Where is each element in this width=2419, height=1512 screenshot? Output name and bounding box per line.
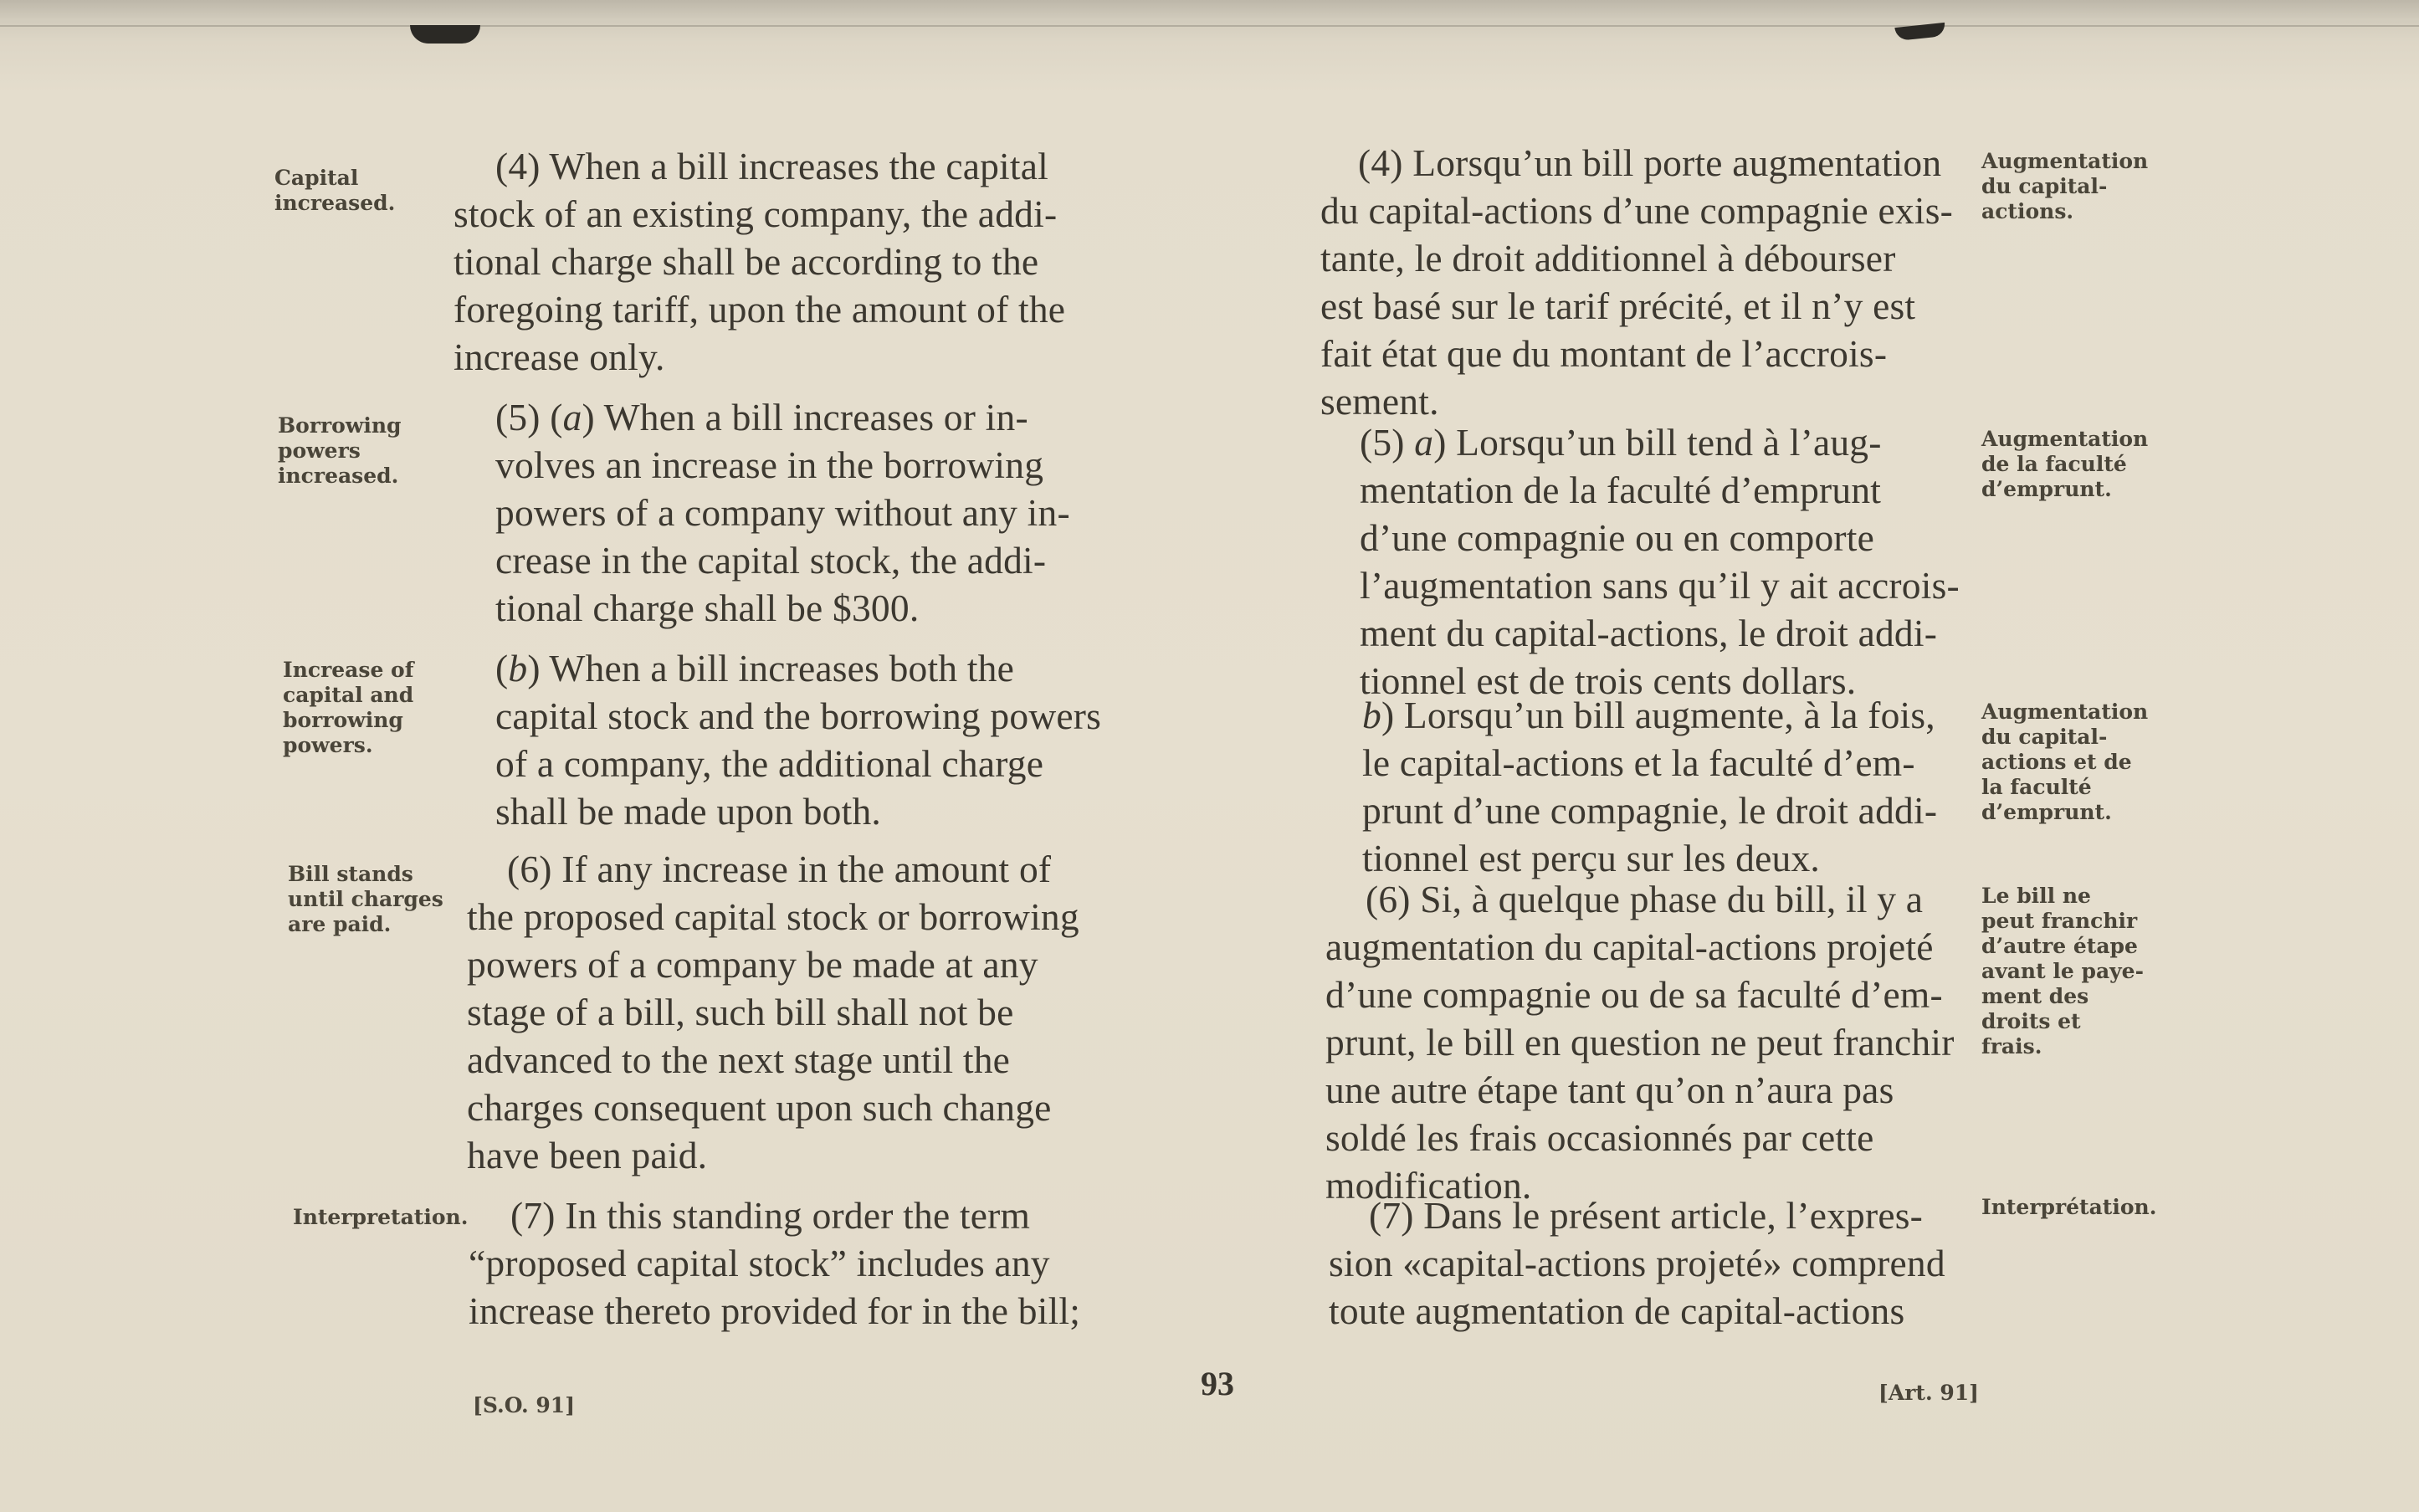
text-line: (5) (a) When a bill increases or in- xyxy=(495,396,1028,438)
text-line: (5) a) Lorsqu’un bill tend à l’aug- xyxy=(1360,421,1882,464)
sidenote-line: la faculté xyxy=(1981,775,2092,799)
page-number: 93 xyxy=(1201,1365,1234,1402)
paragraph-5b xyxy=(495,644,1110,835)
sidenote-line: du capital- xyxy=(1981,725,2108,749)
text-line: augmentation du capital-actions projeté xyxy=(1325,925,1934,968)
text-line: ment du capital-actions, le droit addi- xyxy=(1360,612,1938,654)
paragraph-4-fr xyxy=(1320,139,1973,425)
text-line: charges consequent upon such change xyxy=(467,1086,1052,1129)
sidenote-fr xyxy=(1981,149,2148,224)
text-line: “proposed capital stock” includes any xyxy=(469,1242,1050,1284)
text-line: volves an increase in the borrowing xyxy=(495,443,1044,486)
binding-clip xyxy=(410,25,480,44)
sidenote-line: Augmentation xyxy=(1981,700,2149,724)
sidenote-line: d’emprunt. xyxy=(1981,800,2112,824)
paragraph-4 xyxy=(454,142,1106,381)
sidenote-line: powers. xyxy=(283,733,373,757)
text-line: stock of an existing company, the addi- xyxy=(454,192,1058,235)
sidenote-line: Augmentation xyxy=(1981,149,2149,173)
sidenote-fr xyxy=(1981,1195,2156,1220)
text-line: b) Lorsqu’un bill augmente, à la fois, xyxy=(1362,694,1935,736)
sidenote-line: Bill stands xyxy=(288,862,413,886)
text-line: tante, le droit additionnel à débourser xyxy=(1320,237,1896,279)
sidenote-line: increased. xyxy=(278,464,399,488)
clause-letter: b xyxy=(1362,694,1381,736)
text-line: prunt d’une compagnie, le droit addi- xyxy=(1362,789,1938,832)
sidenote xyxy=(283,658,413,758)
text-line: the proposed capital stock or borrowing xyxy=(467,895,1079,938)
paragraph-5a-fr xyxy=(1360,418,1975,705)
sidenote-line: until charges xyxy=(288,887,443,911)
sidenote-line: increased. xyxy=(274,191,396,215)
text-line: l’augmentation sans qu’il y ait accrois- xyxy=(1360,564,1960,607)
text-line: (b) When a bill increases both the xyxy=(495,647,1015,689)
paragraph-6-fr xyxy=(1325,875,1975,1209)
sidenote-line: Capital xyxy=(274,166,359,190)
book-top-edge xyxy=(0,0,2419,27)
sidenote-line: actions et de xyxy=(1981,750,2132,774)
text-line: foregoing tariff, upon the amount of the xyxy=(454,288,1066,331)
sidenote-line: droits et xyxy=(1981,1009,2081,1033)
sidenote-line: Interprétation. xyxy=(1981,1195,2157,1219)
text-line: capital stock and the borrowing powers xyxy=(495,694,1102,737)
sidenote-line: capital and xyxy=(283,683,414,707)
text-line: (6) Si, à quelque phase du bill, il y a xyxy=(1366,878,1924,920)
text-line: (4) When a bill increases the capital xyxy=(495,145,1048,187)
sidenote xyxy=(288,862,443,937)
text-line: advanced to the next stage until the xyxy=(467,1038,1011,1081)
text-line: (4) Lorsqu’un bill porte augmentation xyxy=(1358,141,1942,184)
sidenote-line: d’emprunt. xyxy=(1981,477,2112,501)
text-line: modification. xyxy=(1325,1164,1532,1207)
text-line: d’une compagnie ou de sa faculté d’em- xyxy=(1325,973,1943,1016)
sidenote-line: frais. xyxy=(1981,1034,2042,1058)
sidenote-line: du capital- xyxy=(1981,174,2108,198)
sidenote-line: Le bill ne xyxy=(1981,884,2091,908)
sidenote-fr xyxy=(1981,427,2148,502)
text-line: le capital-actions et la faculté d’em- xyxy=(1362,741,1915,784)
sidenote xyxy=(278,413,402,489)
text-line: une autre étape tant qu’on n’aura pas xyxy=(1325,1069,1894,1111)
text-line: (6) If any increase in the amount of xyxy=(507,848,1052,890)
sidenote-line: actions. xyxy=(1981,199,2074,223)
sidenote-line: Augmentation xyxy=(1981,427,2149,451)
text-line: sion «capital-actions projeté» comprend xyxy=(1329,1242,1945,1284)
sidenote-fr xyxy=(1981,884,2144,1059)
sidenote xyxy=(274,166,395,216)
text-line: tionnel est perçu sur les deux. xyxy=(1362,837,1821,879)
sidenote-line: Borrowing xyxy=(278,413,402,438)
text-line: powers of a company be made at any xyxy=(467,943,1038,986)
text-line: crease in the capital stock, the addi- xyxy=(495,539,1047,582)
text-line: mentation de la faculté d’emprunt xyxy=(1360,469,1882,511)
footer-reference: [S.O. 91] xyxy=(473,1393,576,1417)
text-line: increase thereto provided for in the bill; xyxy=(469,1289,1081,1332)
text-line: increase only. xyxy=(454,336,665,378)
text-line: stage of a bill, such bill shall not be xyxy=(467,991,1014,1033)
paragraph-5b-fr xyxy=(1362,691,1975,882)
paragraph-5a xyxy=(495,393,1106,632)
clause-letter: b xyxy=(508,647,528,689)
text-line: (7) In this standing order the term xyxy=(510,1194,1031,1237)
text-line: du capital-actions d’une compagnie exis- xyxy=(1320,189,1953,232)
footer-reference-fr: [Art. 91] xyxy=(1878,1381,1979,1405)
text-line: of a company, the additional charge xyxy=(495,742,1044,785)
sidenote-line: ment des xyxy=(1981,984,2089,1008)
text-line: tional charge shall be according to the xyxy=(454,240,1039,283)
sidenote xyxy=(293,1205,468,1230)
sidenote-line: Interpretation. xyxy=(293,1205,469,1229)
paragraph-7 xyxy=(469,1192,1116,1335)
text-line: tionnel est de trois cents dollars. xyxy=(1360,659,1857,702)
sidenote-line: peut franchir xyxy=(1981,909,2138,933)
sidenote-line: are paid. xyxy=(288,912,392,936)
text-line: soldé les frais occasionnés par cette xyxy=(1325,1116,1874,1159)
sidenote-line: borrowing xyxy=(283,708,403,732)
paragraph-7-fr xyxy=(1329,1192,1975,1335)
text-line: tional charge shall be $300. xyxy=(495,587,920,629)
text-line: have been paid. xyxy=(467,1134,708,1176)
sidenote-line: avant le paye- xyxy=(1981,959,2144,983)
clause-letter: a xyxy=(1414,421,1434,464)
sidenote-line: Increase of xyxy=(283,658,414,682)
text-line: prunt, le bill en question ne peut franchir xyxy=(1325,1021,1955,1064)
clause-letter: a xyxy=(562,396,582,438)
text-line: est basé sur le tarif précité, et il n’y est xyxy=(1320,284,1916,327)
sidenote-line: d’autre étape xyxy=(1981,934,2138,958)
sidenote-line: powers xyxy=(278,438,361,463)
text-line: powers of a company without any in- xyxy=(495,491,1070,534)
text-line: fait état que du montant de l’accrois- xyxy=(1320,332,1888,375)
sidenote-fr xyxy=(1981,700,2148,825)
paragraph-6 xyxy=(467,845,1115,1179)
text-line: (7) Dans le présent article, l’expres- xyxy=(1369,1194,1923,1237)
text-line: shall be made upon both. xyxy=(495,790,881,833)
text-line: sement. xyxy=(1320,380,1439,423)
sidenote-line: de la faculté xyxy=(1981,452,2127,476)
text-line: d’une compagnie ou en comporte xyxy=(1360,516,1874,559)
text-line: toute augmentation de capital-actions xyxy=(1329,1289,1905,1332)
